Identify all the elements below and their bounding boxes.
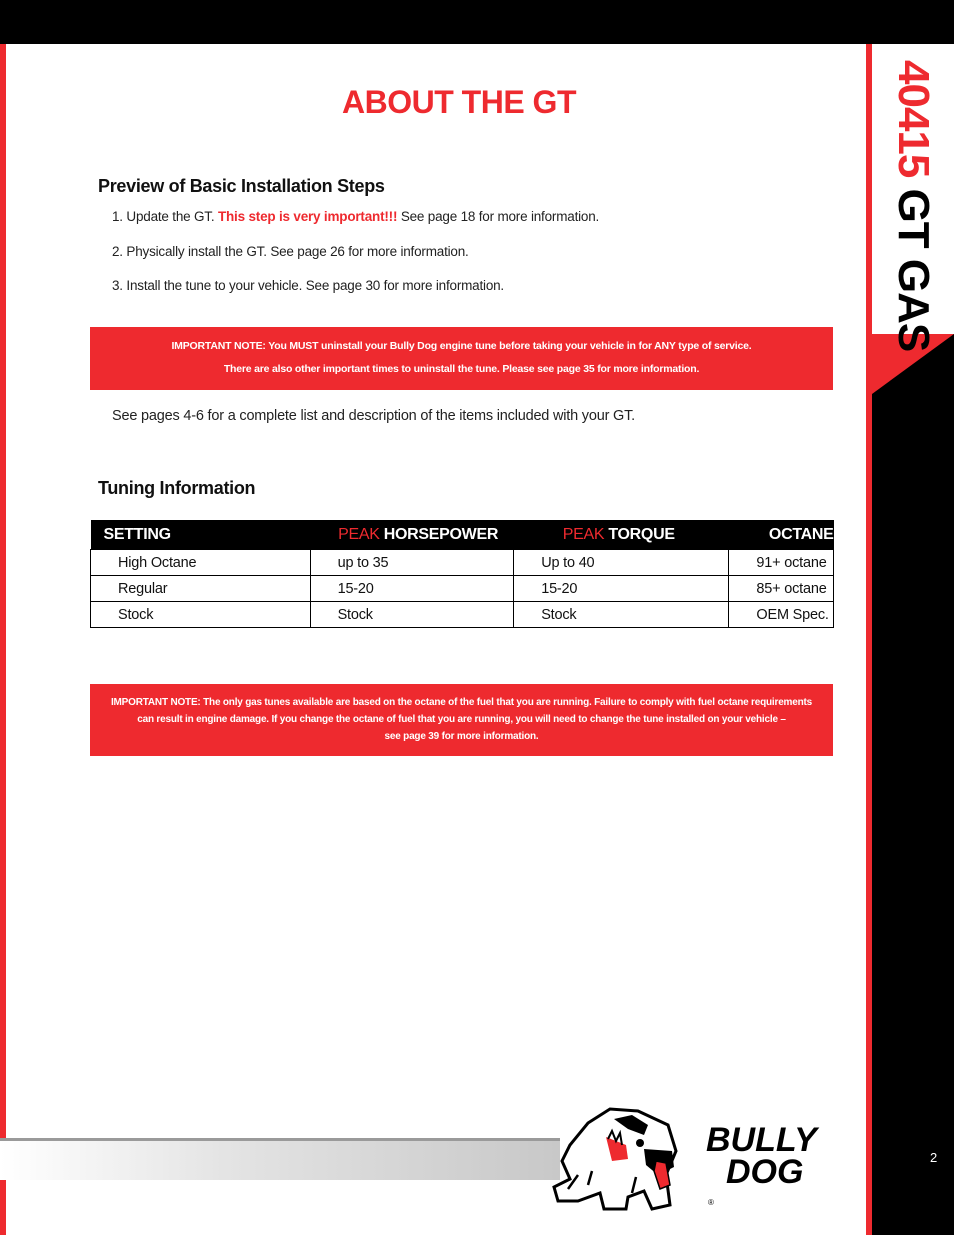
note2-line-3: see page 39 for more information. bbox=[384, 731, 539, 742]
note1-line-2: There are also other important times to uninstall the tune. Please see page 35 for more information. bbox=[223, 363, 700, 375]
table-row bbox=[91, 576, 834, 602]
cell-octane: 85+ octane bbox=[729, 576, 834, 602]
cell-octane: OEM Spec. bbox=[729, 602, 834, 628]
cell-setting: Stock bbox=[91, 602, 311, 628]
col-horsepower bbox=[310, 520, 514, 550]
side-dark-panel bbox=[872, 334, 954, 1235]
install-heading: Preview of Basic Installation Steps bbox=[98, 176, 385, 196]
note2-line-2: can result in engine damage. If you change the octane of fuel that you are running, you will need to change the tune installed on your vehicle – bbox=[137, 714, 786, 725]
important-note-octane bbox=[90, 684, 833, 756]
cell-horsepower: up to 35 bbox=[310, 550, 514, 576]
page-number: 2 bbox=[930, 1150, 938, 1165]
registered-mark: ® bbox=[708, 1198, 714, 1207]
cell-torque: Up to 40 bbox=[514, 550, 729, 576]
tq-label: TORQUE bbox=[604, 525, 675, 543]
note1-line-1: IMPORTANT NOTE: You MUST uninstall your Bully Dog engine tune before taking your vehicle in for ANY type of service. bbox=[171, 340, 752, 352]
col-octane: OCTANE bbox=[729, 520, 834, 550]
footer-swoosh bbox=[0, 1138, 560, 1180]
bulldog-mascot-icon bbox=[554, 1109, 676, 1209]
cell-torque: Stock bbox=[514, 602, 729, 628]
tq-peak-label: PEAK bbox=[562, 525, 605, 543]
page-title: ABOUT THE GT bbox=[342, 84, 576, 120]
step1-prefix: 1. Update the GT. bbox=[112, 209, 218, 224]
cell-setting: High Octane bbox=[91, 550, 311, 576]
install-step-3: 3. Install the tune to your vehicle. See page 30 for more information. bbox=[112, 278, 504, 293]
top-bar bbox=[0, 0, 954, 44]
cell-horsepower: Stock bbox=[310, 602, 514, 628]
logo-word-dog: DOG bbox=[726, 1153, 804, 1191]
cell-torque: 15-20 bbox=[514, 576, 729, 602]
cell-octane: 91+ octane bbox=[729, 550, 834, 576]
tuning-table bbox=[90, 520, 834, 628]
col-torque bbox=[514, 520, 729, 550]
cell-setting: Regular bbox=[91, 576, 311, 602]
install-step-2: 2. Physically install the GT. See page 26 for more information. bbox=[112, 244, 469, 259]
product-name: GT GAS bbox=[889, 177, 938, 352]
footer-swoosh-line bbox=[0, 1138, 560, 1141]
note2-line-1: IMPORTANT NOTE: The only gas tunes available are based on the octane of the fuel that you are running. Failure to comply with fuel octane requirements bbox=[110, 697, 813, 708]
bully-dog-logo bbox=[548, 1105, 838, 1215]
table-row bbox=[91, 550, 834, 576]
product-number: 40415 bbox=[889, 60, 938, 178]
tuning-heading: Tuning Information bbox=[98, 478, 256, 498]
left-accent-bar bbox=[0, 44, 6, 1235]
hp-peak-label: PEAK bbox=[338, 525, 380, 543]
hp-label: HORSEPOWER bbox=[379, 525, 499, 543]
table-row bbox=[91, 602, 834, 628]
items-reference-text: See pages 4-6 for a complete list and description of the items included with your GT. bbox=[112, 408, 636, 424]
install-step-1 bbox=[112, 209, 599, 224]
step1-suffix: See page 18 for more information. bbox=[397, 209, 600, 224]
important-note-uninstall bbox=[90, 327, 833, 390]
col-setting: SETTING bbox=[91, 520, 311, 550]
cell-horsepower: 15-20 bbox=[310, 576, 514, 602]
step1-highlight: This step is very important!!! bbox=[217, 209, 398, 224]
logo-word-bully: BULLY bbox=[706, 1121, 817, 1159]
table-header-row bbox=[91, 520, 834, 550]
